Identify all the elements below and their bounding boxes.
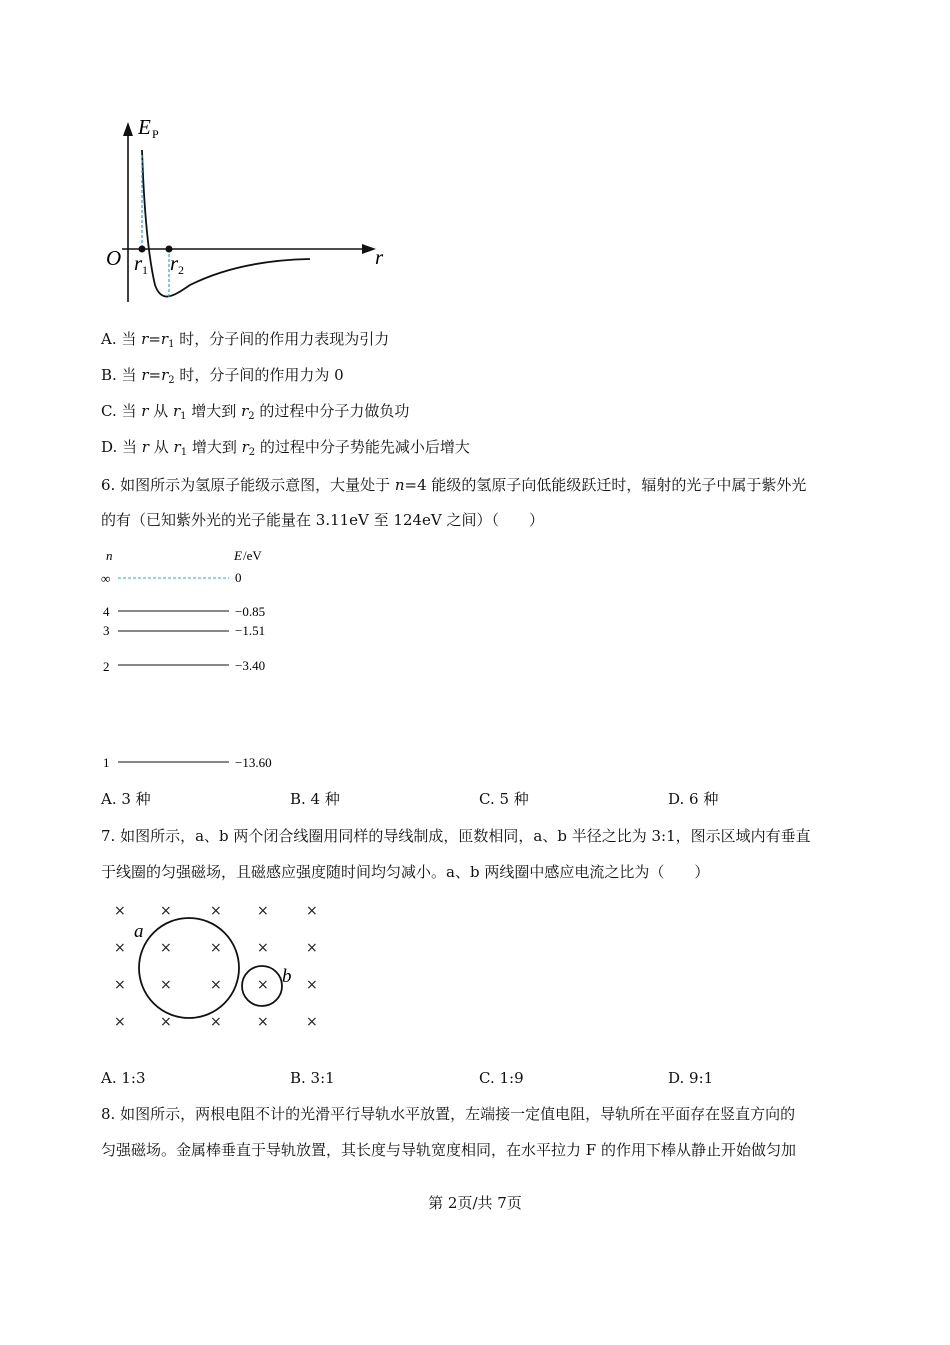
r1-sub: 1 bbox=[142, 263, 148, 277]
q6-option-d: D. 6 种 bbox=[668, 790, 719, 808]
level-e-3: −1.51 bbox=[235, 623, 266, 638]
q8-stem-line2: 匀强磁场。金属棒垂直于导轨放置，其长度与导轨宽度相同，在水平拉力 F 的作用下棒从静止开始做匀加 bbox=[101, 1141, 796, 1159]
axis-x-label: r bbox=[375, 245, 384, 269]
level-n-3: 3 bbox=[103, 623, 110, 638]
field-cross: × bbox=[114, 977, 126, 993]
field-cross: × bbox=[160, 940, 172, 956]
level-n-2: 2 bbox=[103, 659, 110, 674]
field-cross: × bbox=[114, 1014, 126, 1030]
q7-option-a: A. 1:3 bbox=[101, 1069, 146, 1087]
field-cross: × bbox=[257, 1014, 269, 1030]
r2-label: r bbox=[170, 251, 179, 275]
q5-option-b: B. 当 $r=r_2$ 时，分子间的作用力为 0 bbox=[101, 366, 344, 386]
field-cross: × bbox=[160, 1014, 172, 1030]
q7-stem-line2: 于线圈的匀强磁场，且磁感应强度随时间均匀减小。a、b 两线圈中感应电流之比为（ ） bbox=[101, 863, 710, 881]
field-cross: × bbox=[114, 903, 126, 919]
page-footer: 第 2页/共 7页 bbox=[428, 1194, 522, 1212]
q6-option-b: B. 4 种 bbox=[290, 790, 340, 808]
q7-option-b: B. 3:1 bbox=[290, 1069, 335, 1087]
field-cross: × bbox=[160, 903, 172, 919]
coil-field-diagram bbox=[100, 900, 340, 1035]
q8-stem-line1: 8. 如图所示，两根电阻不计的光滑平行导轨水平放置，左端接一定值电阻，导轨所在平面存在竖直方向的 bbox=[101, 1105, 796, 1123]
q5-option-a: A. 当 $r=r_1$ 时，分子间的作用力表现为引力 bbox=[101, 330, 390, 350]
field-cross: × bbox=[306, 1014, 318, 1030]
field-cross: × bbox=[160, 977, 172, 993]
r1-label: r bbox=[134, 251, 143, 275]
level-e-inf: 0 bbox=[235, 570, 242, 585]
field-cross: × bbox=[257, 940, 269, 956]
coil-b-label: b bbox=[282, 966, 292, 987]
coil-a-label: a bbox=[134, 921, 144, 942]
q6-stem-line1: 6. 如图所示为氢原子能级示意图，大量处于 n=4 能级的氢原子向低能级跃迁时，辐射的光子中属于紫外光 bbox=[101, 476, 807, 494]
q6-option-c: C. 5 种 bbox=[479, 790, 529, 808]
e-axis-label: E bbox=[234, 548, 242, 563]
level-n-4: 4 bbox=[103, 604, 110, 619]
q7-option-c: C. 1:9 bbox=[479, 1069, 524, 1087]
field-cross: × bbox=[210, 1014, 222, 1030]
q7-stem-line1: 7. 如图所示，a、b 两个闭合线圈用同样的导线制成，匝数相同，a、b 半径之比为 3:1，图示区域内有垂直 bbox=[101, 827, 811, 845]
potential-energy-graph bbox=[100, 110, 400, 310]
field-cross: × bbox=[210, 940, 222, 956]
level-n-inf: ∞ bbox=[101, 571, 111, 586]
level-e-2: −3.40 bbox=[235, 658, 266, 673]
field-cross: × bbox=[306, 977, 318, 993]
q6-option-a: A. 3 种 bbox=[101, 790, 151, 808]
level-n-1: 1 bbox=[103, 755, 110, 770]
n-axis-label: n bbox=[106, 548, 113, 563]
q5-option-c: C. 当 r 从 $r_1$ 增大到 $r_2$ 的过程中分子力做负功 bbox=[101, 402, 410, 422]
axis-y-label: E bbox=[138, 115, 151, 139]
origin-label: O bbox=[106, 246, 122, 270]
field-cross: × bbox=[306, 903, 318, 919]
field-cross: × bbox=[210, 903, 222, 919]
r2-sub: 2 bbox=[178, 263, 184, 277]
coils bbox=[100, 900, 340, 1035]
q7-option-d: D. 9:1 bbox=[668, 1069, 714, 1087]
q5-option-d: D. 当 r 从 $r_1$ 增大到 $r_2$ 的过程中分子势能先减小后增大 bbox=[101, 438, 470, 458]
energy-level-diagram bbox=[96, 545, 296, 775]
field-cross: × bbox=[306, 940, 318, 956]
field-cross: × bbox=[257, 977, 269, 993]
e-axis-unit: /eV bbox=[243, 548, 262, 563]
axis-y-sub: P bbox=[152, 127, 159, 141]
field-cross: × bbox=[257, 903, 269, 919]
field-cross: × bbox=[114, 940, 126, 956]
level-e-4: −0.85 bbox=[235, 604, 266, 619]
field-cross: × bbox=[210, 977, 222, 993]
q6-stem-line2: 的有（已知紫外光的光子能量在 3.11eV 至 124eV 之间）（ ） bbox=[101, 511, 545, 529]
level-e-1: −13.60 bbox=[235, 755, 272, 770]
